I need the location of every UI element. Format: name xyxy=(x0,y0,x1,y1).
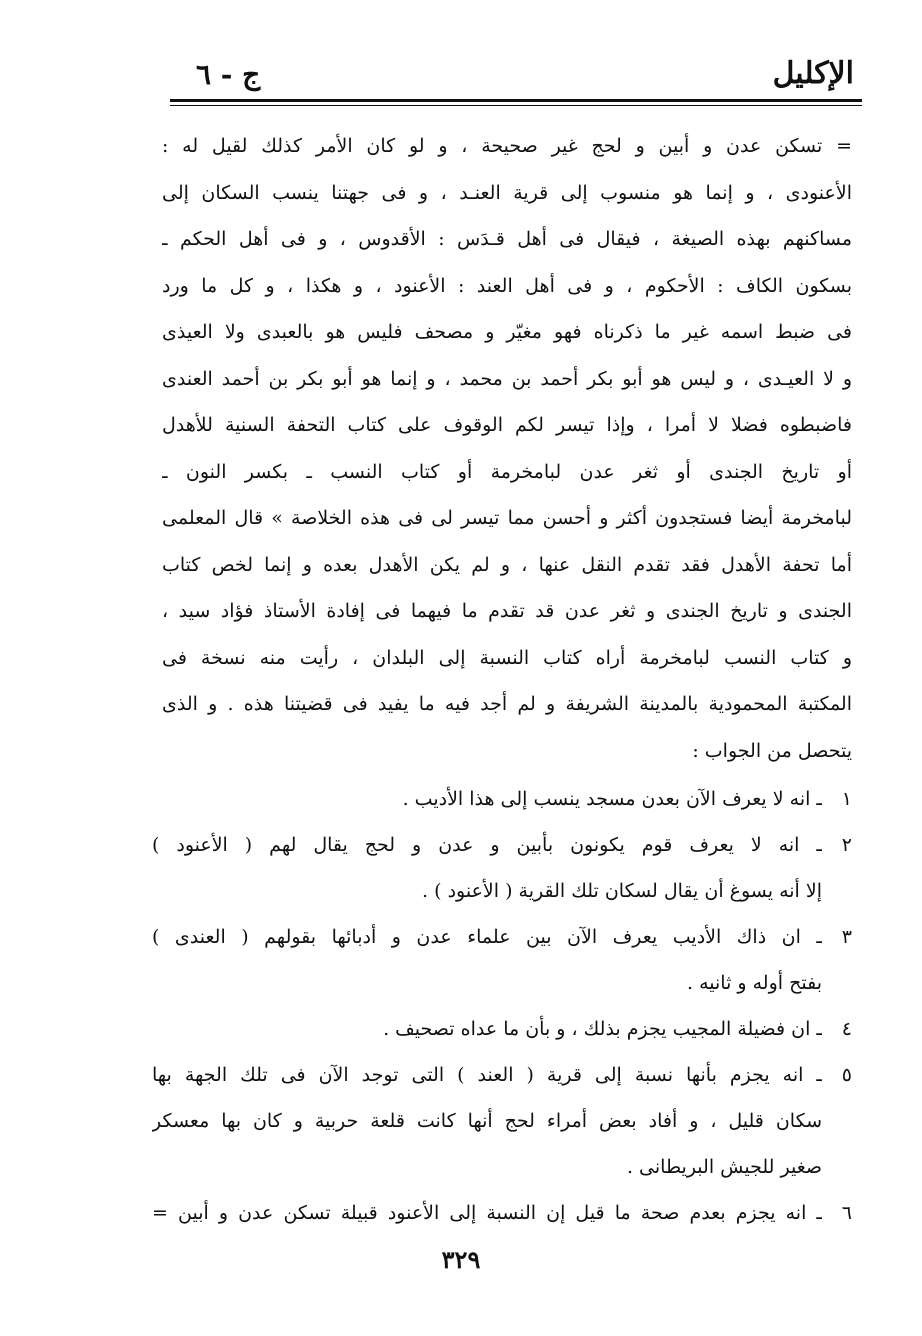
list-number: ٥ xyxy=(841,1064,852,1086)
volume-label: ج - ٦ xyxy=(196,58,261,91)
body-line: الجندى و تاريخ الجندى و ثغر عدن قد تقدم ما فيهما فى إفادة الأستاذ فؤاد سيد ، xyxy=(162,600,852,622)
page-number: ٣٢٩ xyxy=(441,1245,481,1274)
body-line: الأعنودى ، و إنما هو منسوب إلى قرية العنـد ، و فى جهتنا ينسب السكان إلى xyxy=(162,181,852,204)
list-item xyxy=(152,776,852,822)
list-line: ـ ان فضيلة المجيب يجزم بذلك ، و بأن ما عداه تصحيف . xyxy=(383,1018,822,1040)
body-line: و كتاب النسب لبامخرمة أراه كتاب النسبة إلى البلدان ، رأيت منه نسخة فى xyxy=(162,646,852,669)
body-line: أما تحفة الأهدل فقد تقدم النقل عنها ، و لم يكن الأهدل بعده و إنما لخص كتاب xyxy=(162,553,852,576)
answer-list xyxy=(152,776,852,1236)
list-number: ٦ xyxy=(841,1202,852,1224)
list-number: ٢ xyxy=(841,834,852,856)
list-item xyxy=(152,1052,852,1190)
list-number: ٣ xyxy=(841,926,852,948)
body-line: مساكنهم بهذه الصيغة ، فيقال فى أهل قـدَس : الأقدوس ، و فى أهل الحكم ـ xyxy=(162,228,852,250)
running-title: الإكليل xyxy=(772,56,854,91)
list-line: ـ ان ذاك الأديب يعرف الآن بين علماء عدن و أدبائها بقولهم ( العندى ) xyxy=(152,926,822,948)
header-rule-thin xyxy=(170,105,862,106)
body-line: لبامخرمة أيضا فستجدون أكثر و أحسن مما تيسر لى فى هذه الخلاصة » قال المعلمى xyxy=(162,507,852,529)
list-item xyxy=(152,914,852,1006)
body-line: المكتبة المحمودية بالمدينة الشريفة و لم أجد فيه ما يفيد فى قضيتنا هذه . و الذى xyxy=(162,693,852,715)
body-line: و لا العيـدى ، و ليس هو أبو بكر أحمد بن محمد ، و إنما هو أبو بكر بن أحمد العندى xyxy=(162,367,852,390)
list-item xyxy=(152,1006,852,1052)
list-line: ـ انه يجزم بعدم صحة ما قيل إن النسبة إلى الأعنود قبيلة تسكن عدن و أبين = xyxy=(152,1202,822,1224)
body-line: فاضبطوه فضلا لا أمرا ، وإذا تيسر لكم الوقوف على كتاب التحفة السنية للأهدل xyxy=(162,414,852,436)
list-number: ١ xyxy=(841,788,852,810)
list-line: ـ انه يجزم بأنها نسبة إلى قرية ( العند ) التى توجد الآن فى تلك الجهة بها xyxy=(152,1064,822,1086)
list-line: بفتح أوله و ثانيه . xyxy=(687,972,822,994)
body-line: بسكون الكاف : الأحكوم ، و فى أهل العند : الأعنود ، و هكذا ، و كل ما ورد xyxy=(162,274,852,297)
body-text xyxy=(162,123,852,774)
list-line: ـ انه لا يعرف قوم يكونون بأبين و عدن و لحج يقال لهم ( الأعنود ) xyxy=(152,834,822,856)
list-line: سكان قليل ، و أفاد بعض أمراء لحج أنها كانت قلعة حربية و كان بها معسكر xyxy=(152,1110,822,1132)
list-item xyxy=(152,1190,852,1236)
header-rule xyxy=(170,99,862,102)
body-line: فى ضبط اسمه غير ما ذكرناه فهو مغيّر و مصحف فليس هو بالعبدى ولا العيذى xyxy=(162,321,852,343)
list-line: صغير للجيش البريطانى . xyxy=(626,1156,822,1178)
list-line: ـ انه لا يعرف الآن بعدن مسجد ينسب إلى هذا الأديب . xyxy=(402,788,822,810)
list-number: ٤ xyxy=(841,1018,852,1040)
list-line: إلا أنه يسوغ أن يقال لسكان تلك القرية ( الأعنود ) . xyxy=(422,880,822,902)
body-line: أو تاريخ الجندى أو ثغر عدن لبامخرمة أو كتاب النسب ـ بكسر النون ـ xyxy=(162,460,852,483)
body-line: = تسكن عدن و أبين و لحج غير صحيحة ، و لو كان الأمر كذلك لقيل له : xyxy=(162,135,852,157)
body-line: يتحصل من الجواب : xyxy=(692,739,852,762)
list-item xyxy=(152,822,852,914)
